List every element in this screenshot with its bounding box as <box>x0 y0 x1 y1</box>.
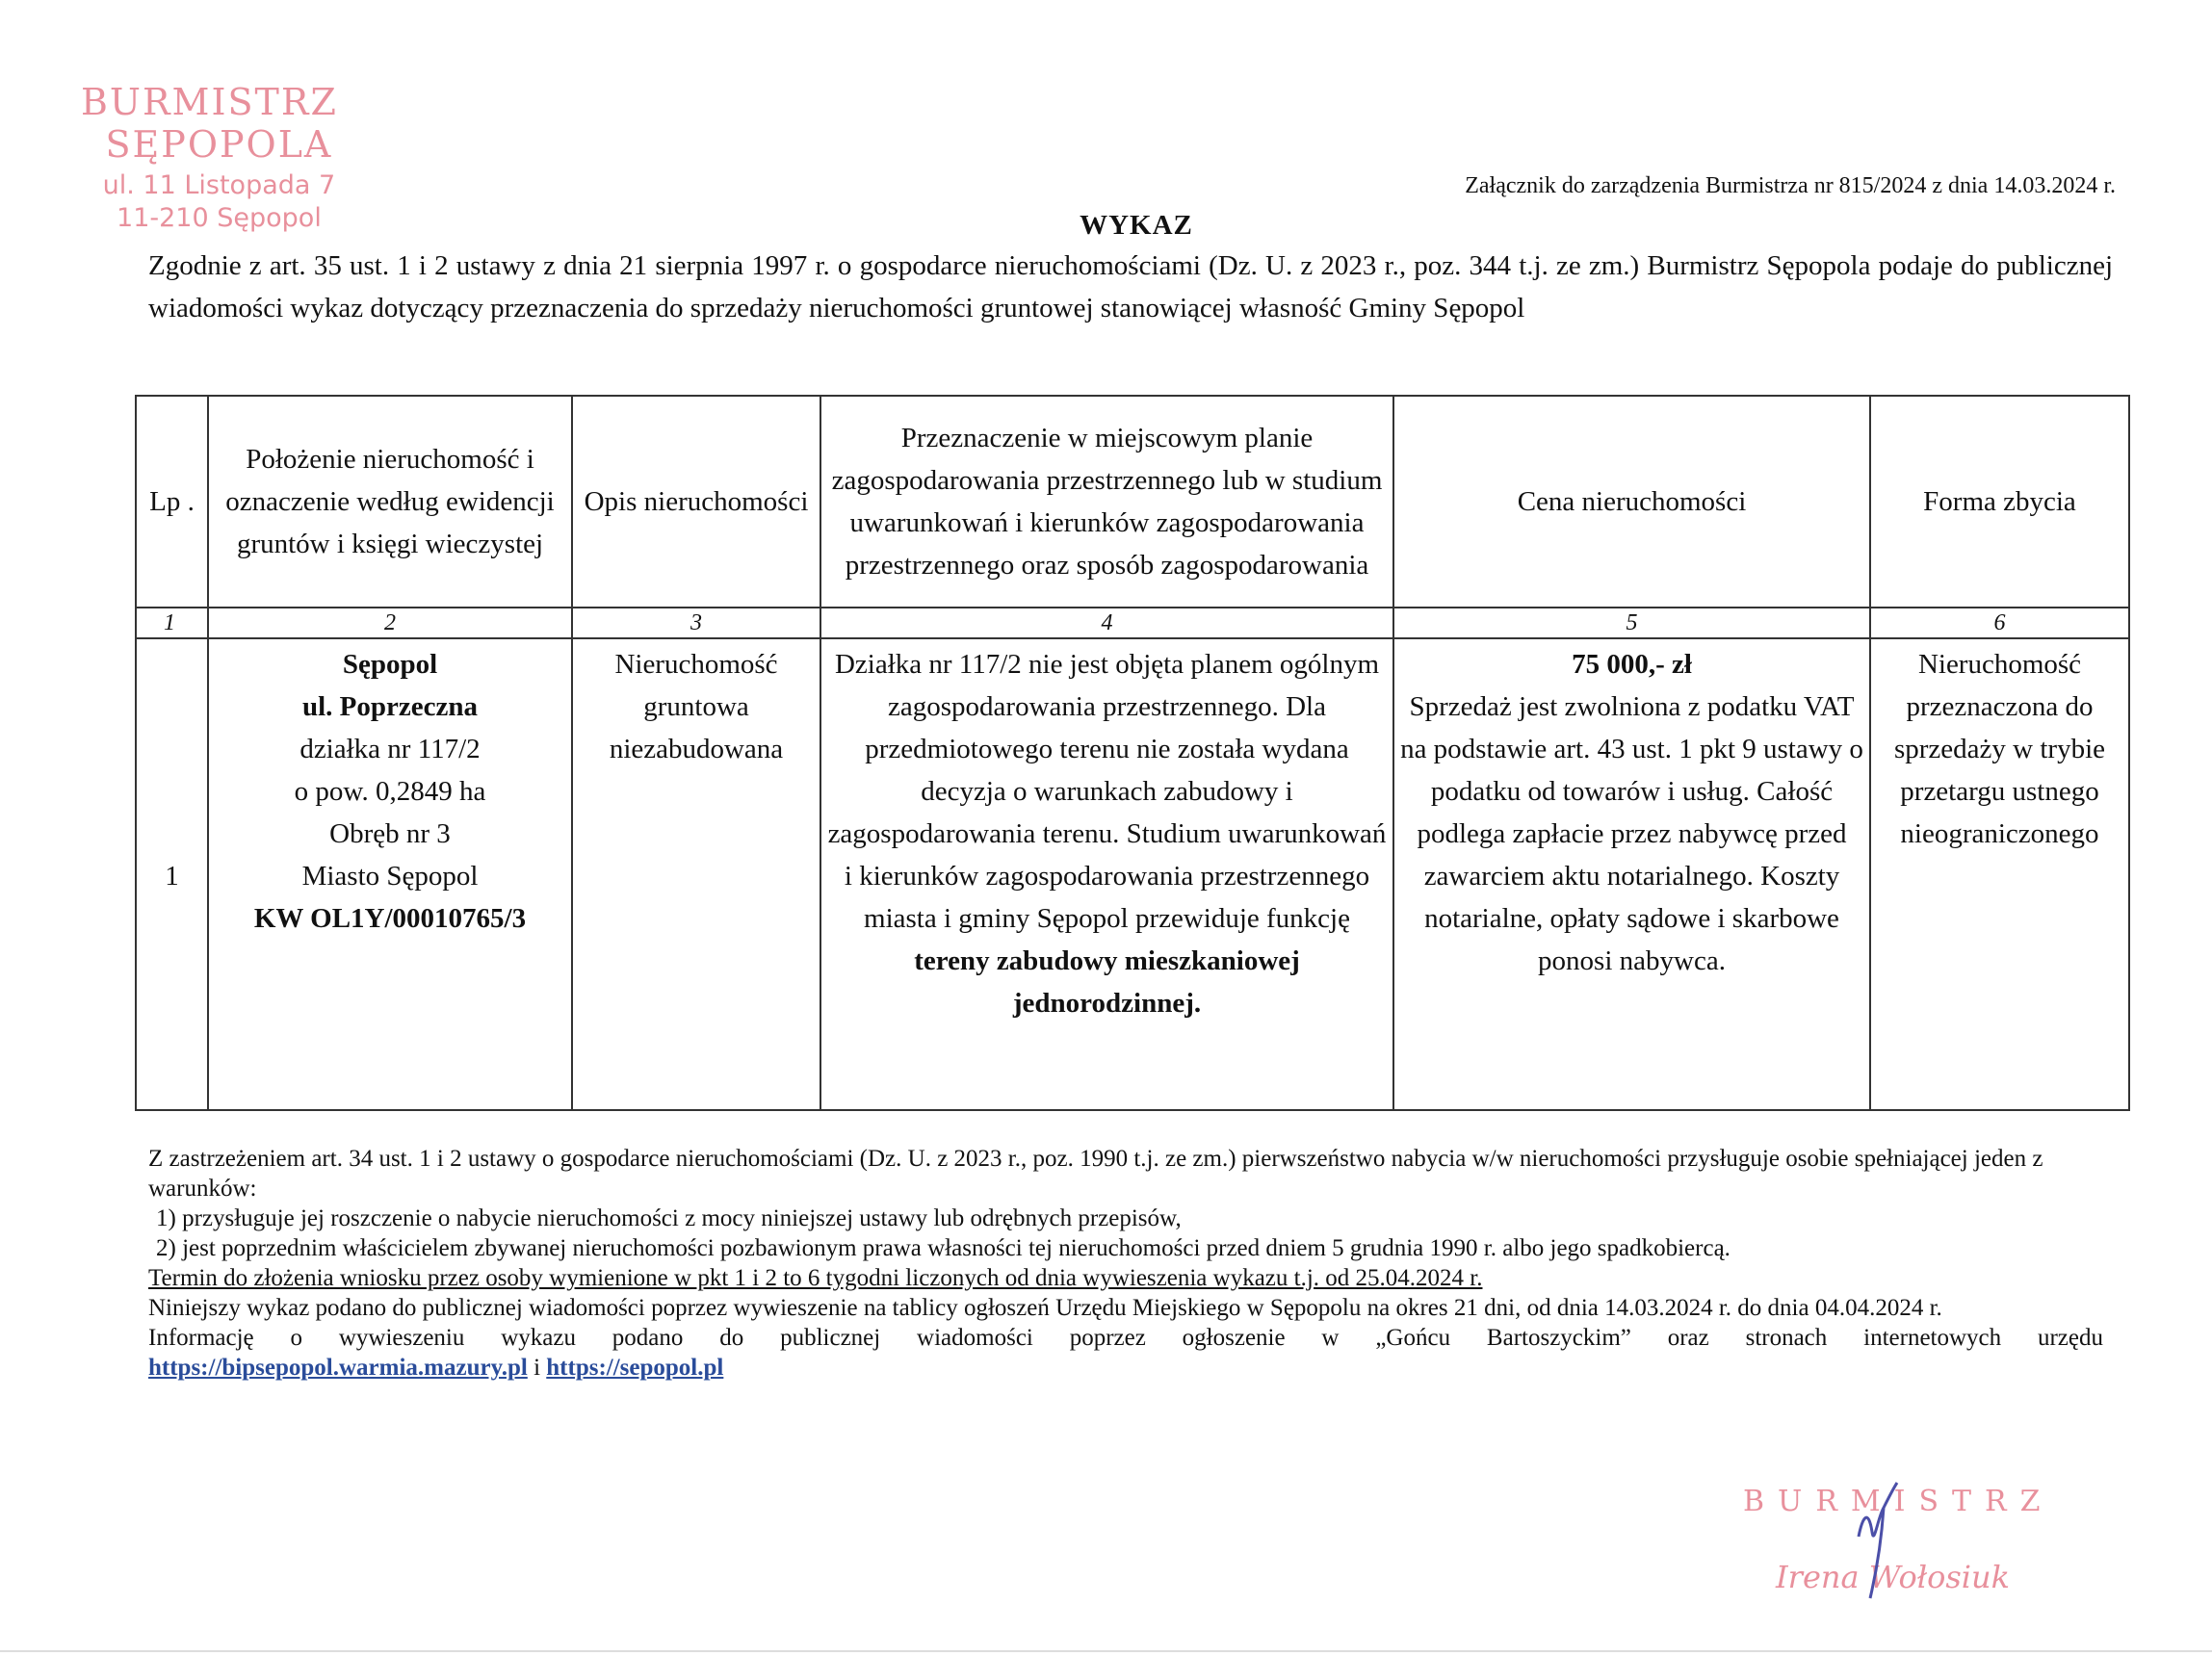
header-lp: Lp . <box>136 396 208 608</box>
footer-paragraph-2: Niniejszy wykaz podano do publicznej wiadomości poprzez wywieszenie na tablicy ogłoszeń Urzędu Miejskiego w Sępopolu na okres 21 dni, od dnia 14.03.2024 r. do dnia 04.04.2024 r. <box>148 1295 1942 1321</box>
footer-paragraph-1: Z zastrzeżeniem art. 34 ust. 1 i 2 ustawy o gospodarce nieruchomościami (Dz. U. z 2023 r., poz. 1990 t.j. ze zm.) pierwszeństwo nabycia w/w nieruchomości przysługuje osobie spełniającej jeden z warunków: <box>148 1146 2043 1202</box>
stamp-line-2: SĘPOPOLA <box>105 123 333 166</box>
column-number: 4 <box>820 608 1393 638</box>
cell-description: Nieruchomość gruntowa niezabudowana <box>572 638 820 1110</box>
location-city: Miasto Sępopol <box>301 861 479 892</box>
links-separator: i <box>533 1355 541 1381</box>
stamp-line-3: ul. 11 Listopada 7 <box>102 170 336 200</box>
website-link[interactable]: https://sepopol.pl <box>546 1355 724 1381</box>
column-number: 6 <box>1870 608 2129 638</box>
footer-term: Termin do złożenia wniosku przez osoby wymienione w pkt 1 i 2 to 6 tygodni liczonych od dnia wywieszenia wykazu t.j. od 25.04.2024 r. <box>148 1265 1483 1291</box>
footer-links <box>148 1353 2103 1383</box>
location-parcel: działka nr 117/2 <box>299 734 481 764</box>
column-number: 1 <box>136 608 208 638</box>
header-purpose: Przeznaczenie w miejscowym planie zagospodarowania przestrzennego lub w studium uwarunkowań i kierunków zagospodarowania przestrzennego oraz sposób zagospodarowania <box>820 396 1393 608</box>
cell-location <box>208 638 572 1110</box>
purpose-text: Działka nr 117/2 nie jest objęta planem ogólnym zagospodarowania przestrzennego. Dla przedmiotowego terenu nie została wydana decyzja o warunkach zabudowy i zagospodarowania terenu. Studium uwarunkowań i kierunków zagospodarowania przestrzennego miasta i gminy Sępopol przewiduje funkcję <box>827 649 1387 934</box>
intro-paragraph: Zgodnie z art. 35 ust. 1 i 2 ustawy z dnia 21 sierpnia 1997 r. o gospodarce nieruchomościami (Dz. U. z 2023 r., poz. 344 t.j. ze zm.) Burmistrz Sępopola podaje do publicznej wiadomości wykaz dotyczący przeznaczenia do sprzedaży nieruchomości gruntowej stanowiącej własność Gminy Sępopol <box>148 250 2113 323</box>
signature-stamp <box>1743 1485 2053 1595</box>
table-header-row <box>136 396 2129 608</box>
location-area: o pow. 0,2849 ha <box>294 776 486 807</box>
location-precinct: Obręb nr 3 <box>329 818 451 849</box>
annex-note: Załącznik do zarządzenia Burmistrza nr 815/2024 z dnia 14.03.2024 r. <box>1465 173 2116 198</box>
header-form: Forma zbycia <box>1870 396 2129 608</box>
footer-item-2: 2) jest poprzednim właścicielem zbywanej nieruchomości pozbawionym prawa własności tej nieruchomości przed dniem 5 grudnia 1990 r. albo jego spadkobiercą. <box>156 1235 1731 1261</box>
purpose-bold: tereny zabudowy mieszkaniowej jednorodzinnej. <box>914 945 1300 1019</box>
location-street: ul. Poprzeczna <box>301 691 478 722</box>
footer-paragraph-3: Informację o wywieszeniu wykazu podano do publicznej wiadomości poprzez ogłoszenie w „Gońcu Bartoszyckim” oraz stronach internetowych urzędu <box>148 1325 2103 1351</box>
signature-name: Irena Wołosiuk <box>1776 1559 2011 1595</box>
header-location: Położenie nieruchomość i oznaczenie według ewidencji gruntów i księgi wieczystej <box>208 396 572 608</box>
location-town: Sępopol <box>342 649 438 680</box>
cell-lp: 1 <box>136 638 208 1110</box>
stamp-line-1: BURMISTRZ <box>81 81 338 123</box>
header-description: Opis nieruchomości <box>572 396 820 608</box>
price-value: 75 000,- zł <box>1572 649 1692 680</box>
stamp-line-4: 11-210 Sępopol <box>117 203 322 233</box>
column-number: 3 <box>572 608 820 638</box>
signature-title: BURMISTRZ <box>1743 1485 2054 1518</box>
column-numbers-row <box>136 608 2129 638</box>
cell-purpose <box>820 638 1393 1110</box>
cell-form: Nieruchomość przeznaczona do sprzedaży w trybie przetargu ustnego nieograniczonego <box>1870 638 2129 1110</box>
cell-price <box>1393 638 1870 1110</box>
page-edge <box>0 1650 2212 1652</box>
column-number: 2 <box>208 608 572 638</box>
document-title: WYKAZ <box>1080 210 1193 241</box>
column-number: 5 <box>1393 608 1870 638</box>
handwritten-signature-icon <box>1849 1479 1907 1604</box>
footer-notes <box>148 1144 2103 1383</box>
header-price: Cena nieruchomości <box>1393 396 1870 608</box>
location-kw: KW OL1Y/00010765/3 <box>253 903 527 934</box>
table-row <box>136 638 2129 1110</box>
footer-item-1: 1) przysługuje jej roszczenie o nabycie nieruchomości z mocy niniejszej ustawy lub odrębnych przepisów, <box>156 1205 1182 1231</box>
bip-link[interactable]: https://bipsepopol.warmia.mazury.pl <box>148 1355 528 1381</box>
price-terms: Sprzedaż jest zwolniona z podatku VAT na podstawie art. 43 ust. 1 pkt 9 ustawy o podatku od towarów i usług. Całość podlega zapłacie przez nabywcę przed zawarciem aktu notarialnego. Koszty notarialne, opłaty sądowe i skarbowe ponosi nabywca. <box>1400 691 1863 976</box>
property-table <box>135 395 2130 1111</box>
